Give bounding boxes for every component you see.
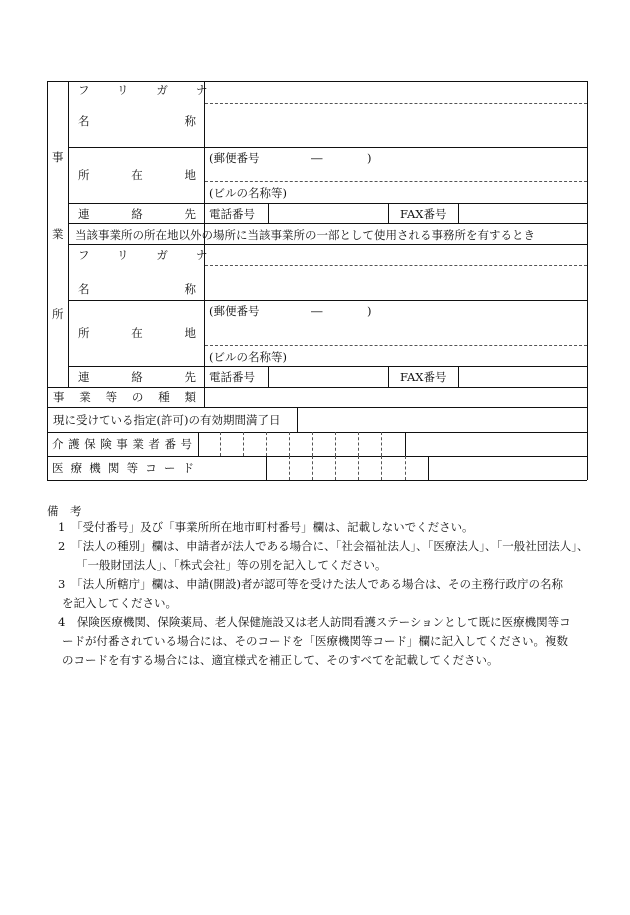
postal-label-2: (郵便番号 <box>209 304 260 318</box>
postal-dash-2: ― <box>311 304 323 318</box>
office-side-label-3: 所 <box>52 307 64 321</box>
postal-close-2: ) <box>367 304 372 318</box>
furigana-label-2: フリガナ <box>78 248 236 262</box>
address-label: 所 在 地 <box>78 168 196 182</box>
building-label: (ビルの名称等) <box>209 186 287 200</box>
office-side-label-1: 事 <box>52 150 64 164</box>
note-item-1: 1 「受付番号」及び「事業所所在地市町村番号」欄は、記載しないでください。 <box>58 520 474 534</box>
office-side-label-2: 業 <box>52 227 64 241</box>
fax-label-2: FAX番号 <box>400 370 447 384</box>
contact-label-2: 連 絡 先 <box>78 370 196 384</box>
note-item-2-cont: 「一般財団法人」、「株式会社」等の別を記入してください。 <box>76 558 387 572</box>
medical-code-label: 医 療 機 関 等 コ ー ド <box>52 461 194 475</box>
validity-label: 現に受けている指定(許可)の有効期間満了日 <box>53 413 281 427</box>
postal-close: ) <box>367 151 372 165</box>
fax-label: FAX番号 <box>400 207 447 221</box>
postal-label: (郵便番号 <box>209 151 260 165</box>
note-item-2: 2 「法人の種別」欄は、申請者が法人である場合に、「社会福祉法人」、「医療法人」、「一般社団法人」、 <box>58 539 589 553</box>
name-label: 名 称 <box>78 114 196 128</box>
name-label-2: 名 称 <box>78 282 196 296</box>
note-item-4: 4 保険医療機関、保険薬局、老人保健施設又は老人訪問看護ステーションとして既に医療機関等コ <box>58 615 571 629</box>
contact-label: 連 絡 先 <box>78 207 196 221</box>
note-item-3: 3 「法人所轄庁」欄は、申請(開設)者が認可等を受けた法人である場合は、その主務行政庁の名称 <box>58 577 564 591</box>
notes-title: 備 考 <box>47 504 82 518</box>
phone-label-2: 電話番号 <box>209 370 255 384</box>
business-type-label: 事 業 等 の 種 類 <box>53 390 196 404</box>
separate-office-note: 当該事業所の所在地以外の場所に当該事業所の一部として使用される事務所を有するとき <box>75 228 535 242</box>
note-item-3-cont: を記入してください。 <box>62 596 177 610</box>
care-insurance-label: 介 護 保 険 事 業 者 番 号 <box>52 437 192 451</box>
building-label-2: (ビルの名称等) <box>209 350 287 364</box>
note-item-4-cont: ードが付番されている場合には、そのコードを「医療機関等コード」欄に記入してください。複数 <box>62 634 568 648</box>
postal-dash: ― <box>311 151 323 165</box>
phone-label: 電話番号 <box>209 207 255 221</box>
furigana-label: フリガナ <box>78 83 236 97</box>
note-item-4-cont-2: のコードを有する場合には、適宜様式を補正して、そのすべてを記載してください。 <box>62 653 499 667</box>
address-label-2: 所 在 地 <box>78 326 196 340</box>
